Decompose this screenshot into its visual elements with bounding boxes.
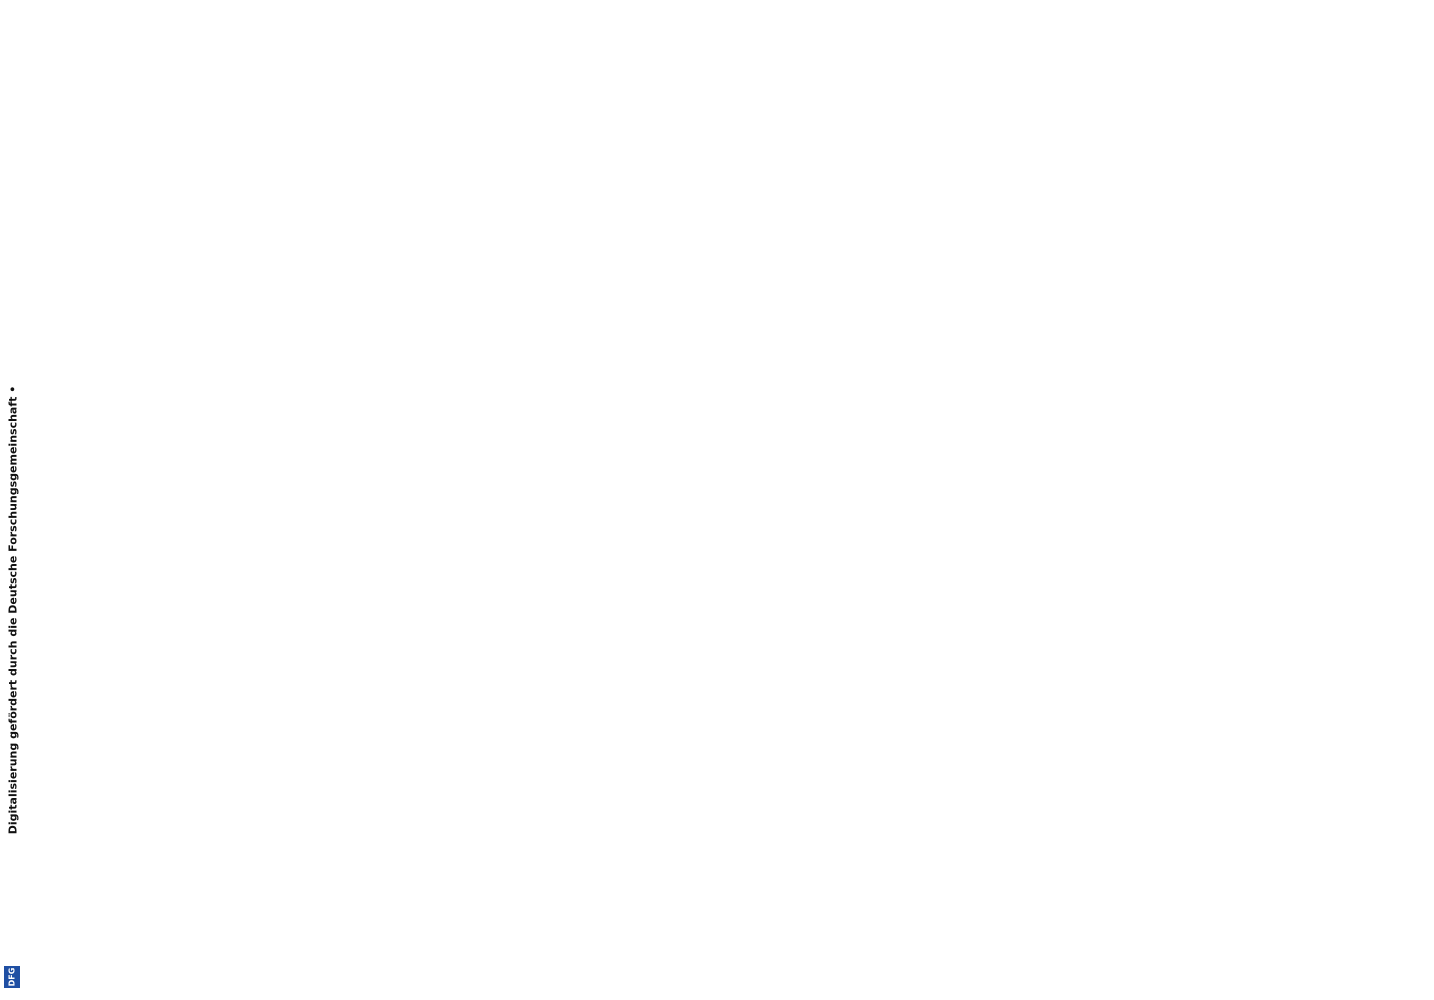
digitization-note xyxy=(4,230,22,990)
dfg-logo-text: DFG xyxy=(7,967,17,987)
digitization-note-text: Digitalisierung gefördert durch die Deutsche Forschungsgemeinschaft • xyxy=(6,385,20,835)
dfg-logo-icon xyxy=(4,966,20,988)
